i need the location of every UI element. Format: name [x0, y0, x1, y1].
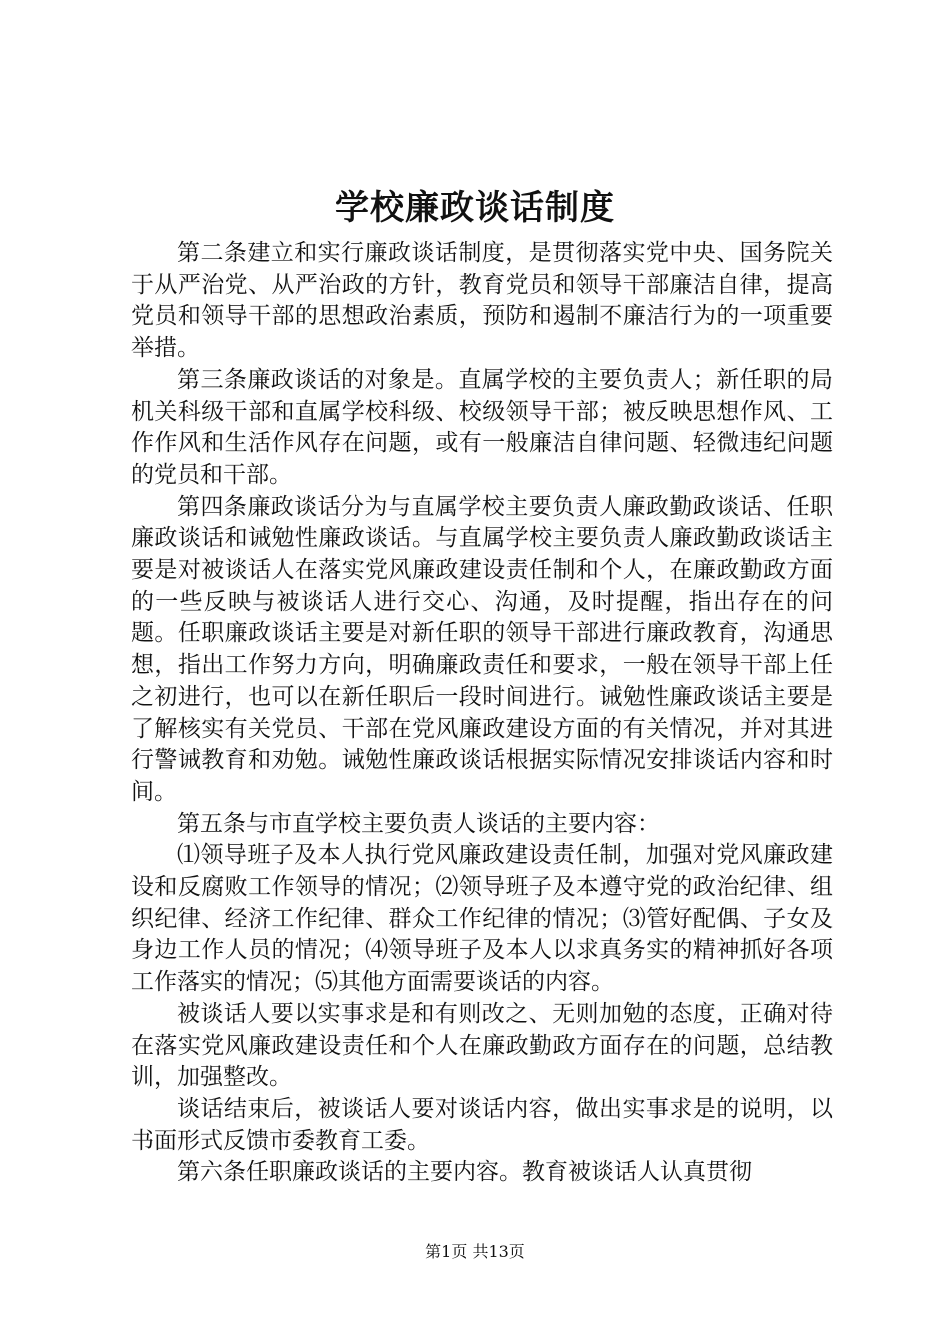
document-title: 学校廉政谈话制度 — [335, 188, 615, 228]
paragraph-article-5-items: ⑴领导班子及本人执行党风廉政建设责任制，加强对党风廉政建设和反腐败工作领导的情况；⑵领导班子及本遵守党的政治纪律、组织纪律、经济工作纪律、群众工作纪律的情况；⑶管好配偶、子女及身边工作人员的情况；⑷领导班子及本人以求真务实的精神抓好各项工作落实的情况；⑸其他方面需要谈话的内容。 — [131, 842, 833, 996]
paragraph-article-3: 第三条廉政谈话的对象是。直属学校的主要负责人；新任职的局机关科级干部和直属学校科级、校级领导干部；被反映思想作风、工作作风和生活作风存在问题，或有一般廉洁自律问题、轻微违纪问题的党员和干部。 — [131, 366, 833, 488]
page-footer: 第1页 共13页 — [425, 1242, 525, 1261]
document-body — [131, 238, 833, 1189]
paragraph-after-talk: 谈话结束后，被谈话人要对谈话内容，做出实事求是的说明，以书面形式反馈市委教育工委。 — [131, 1095, 833, 1154]
paragraph-article-6: 第六条任职廉政谈话的主要内容。教育被谈话人认真贯彻 — [177, 1159, 752, 1186]
paragraph-article-4: 第四条廉政谈话分为与直属学校主要负责人廉政勤政谈话、任职廉政谈话和诫勉性廉政谈话。与直属学校主要负责人廉政勤政谈话主要是对被谈话人在落实党风廉政建设责任制和个人，在廉政勤政方面的一些反映与被谈话人进行交心、沟通，及时提醒，指出存在的问题。任职廉政谈话主要是对新任职的领导干部进行廉政教育，沟通思想，指出工作努力方向，明确廉政责任和要求，一般在领导干部上任之初进行，也可以在新任职后一段时间进行。诫勉性廉政谈话主要是了解核实有关党员、干部在党风廉政建设方面的有关情况，并对其进行警诫教育和劝勉。诫勉性廉政谈话根据实际情况安排谈话内容和时间。 — [131, 493, 833, 805]
paragraph-article-5: 第五条与市直学校主要负责人谈话的主要内容： — [177, 810, 660, 837]
paragraph-article-2: 第二条建立和实行廉政谈话制度，是贯彻落实党中央、国务院关于从严治党、从严治政的方针，教育党员和领导干部廉洁自律，提高党员和领导干部的思想政治素质，预防和遏制不廉洁行为的一项重要举措。 — [131, 240, 833, 362]
paragraph-attitude: 被谈话人要以实事求是和有则改之、无则加勉的态度，正确对待在落实党风廉政建设责任和个人在廉政勤政方面存在的问题，总结教训，加强整改。 — [131, 1000, 833, 1091]
